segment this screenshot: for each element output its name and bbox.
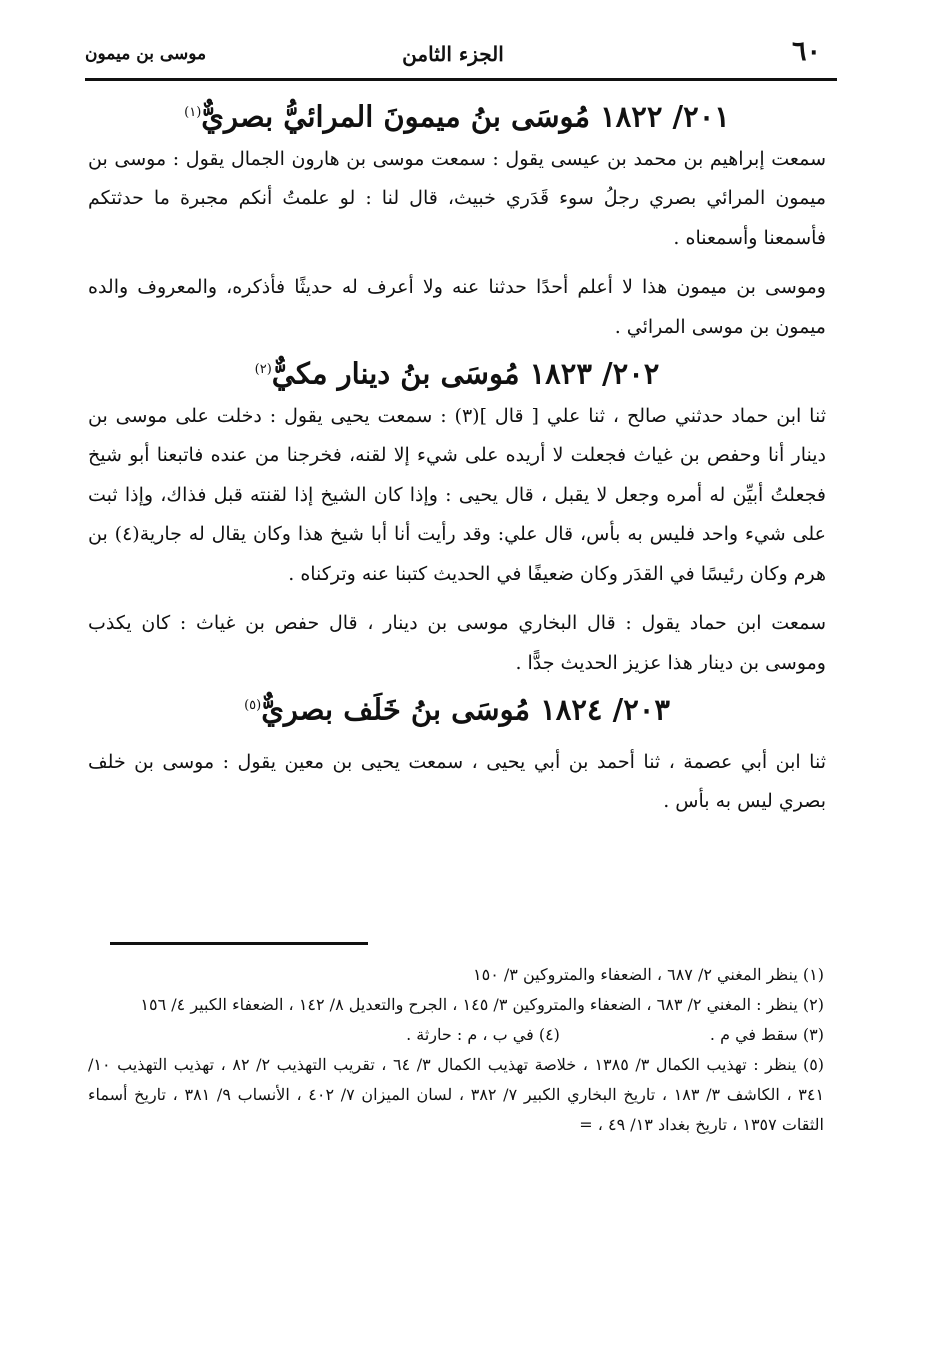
paragraph: سمعت ابن حماد يقول : قال البخاري موسى بن دينار ، قال حفص بن غياث : كان يكذب وموسى بن دينار هذا عزيز الحديث جدًّا . bbox=[88, 612, 826, 674]
footnote-ref: (١) bbox=[184, 105, 202, 120]
footnote: (٥) ينظر : تهذيب الكمال ٣/ ١٣٨٥ ، خلاصة تهذيب الكمال ٣/ ٦٤ ، تقريب التهذيب ٢/ ٨٢ ، تهذيب التهذيب ١٠/ ٣٤١ ، الكاشف ٣/ ١٨٣ ، تاريخ البخاري الكبير ٧/ ٣٨٢ ، لسان الميزان ٧/ ٤٠٢ ، الأنساب ٩/ ٣٨١ ، تاريخ أسماء الثقات ١٣٥٧ ، تاريخ بغداد ١٣/ ٤٩ ، = bbox=[88, 1055, 825, 1134]
footnote-row bbox=[88, 1020, 824, 1050]
running-header bbox=[85, 36, 821, 76]
paragraph-gap bbox=[88, 733, 826, 743]
header-rule bbox=[85, 78, 837, 81]
footnote-rule bbox=[110, 942, 368, 945]
entry-heading-text: ٢٠١/ ١٨٢٢ مُوسَى بنُ ميمونَ المرائيُّ بصريٌّ bbox=[201, 99, 730, 134]
paragraph: وموسى بن ميمون هذا لا أعلم أحدًا حدثنا عنه ولا أعرف له حديثًا فأذكره، والمعروف والده ميمون بن موسى المرائي . bbox=[88, 276, 826, 338]
footnote-ref: (٢) bbox=[254, 362, 272, 378]
paragraph: ثنا ابن حماد حدثني صالح ، ثنا علي [ قال ](٣) : سمعت يحيى يقول : دخلت على موسى بن دينار أنا وحفص بن غياث فجعلت لا أريده على شيء إلا لقنه، فخرجنا من عنده فاتبعنا أبو شيخ فجعلتُ أبيِّن له أمره وجعل لا يقبل ، قال يحيى : وإذا كان الشيخ إذا لقنته قبل فذاك، وإذا ثبت على شيء واحد فليس به بأس، قال علي: وقد رأيت أنا أبا شيخ هذا وكان يقال له جارية(٤) بن هرم وكان رئيسًا في القدَر وكان ضعيفًا في الحديث كتبنا عنه وتركناه . bbox=[88, 404, 826, 585]
paragraph-gap bbox=[88, 594, 826, 604]
paragraph-gap bbox=[88, 258, 826, 268]
paragraph: سمعت إبراهيم بن محمد بن عيسى يقول : سمعت موسى بن هارون الجمال يقول : موسى بن ميمون المرائي بصري رجلُ سوء قَدَري خبيث، قال لنا : لو علمتُ أنكم مجبرة ما حدثتكم فأسمعنا وأسمعناه . bbox=[88, 147, 826, 249]
footnote: (٣) سقط في م . bbox=[709, 1025, 824, 1044]
footnote-ref: (٥) bbox=[244, 698, 262, 714]
footnote: (٤) في ب ، م : حارثة . bbox=[406, 1025, 560, 1044]
running-title: موسى بن ميمون bbox=[85, 44, 207, 64]
page-number: ٦٠ bbox=[791, 36, 821, 67]
entry-heading bbox=[88, 90, 826, 140]
footnote: (١) ينظر المغني ٢/ ٦٨٧ ، الضعفاء والمتروكين ٣/ ١٥٠ bbox=[473, 965, 824, 984]
entry-heading bbox=[88, 347, 826, 397]
entry-heading-text: ٢٠٢/ ١٨٢٣ مُوسَى بنُ دينار مكيٌّ bbox=[271, 356, 660, 391]
entry-heading bbox=[88, 683, 826, 733]
main-text bbox=[88, 90, 826, 822]
footnotes bbox=[88, 960, 824, 1140]
footnote: (٢) ينظر : المغني ٢/ ٦٨٣ ، الضعفاء والمتروكين ٣/ ١٤٥ ، الجرح والتعديل ٨/ ١٤٢ ، الضعفاء الكبير ٤/ ١٥٦ bbox=[140, 995, 824, 1014]
entry-heading-text: ٢٠٣/ ١٨٢٤ مُوسَى بنُ خَلَف بصريٌّ bbox=[261, 692, 670, 727]
volume-title: الجزء الثامن bbox=[402, 42, 504, 66]
paragraph: ثنا ابن أبي عصمة ، ثنا أحمد بن أبي يحيى ، سمعت يحيى بن معين يقول : موسى بن خلف بصري ليس به بأس . bbox=[88, 750, 826, 813]
